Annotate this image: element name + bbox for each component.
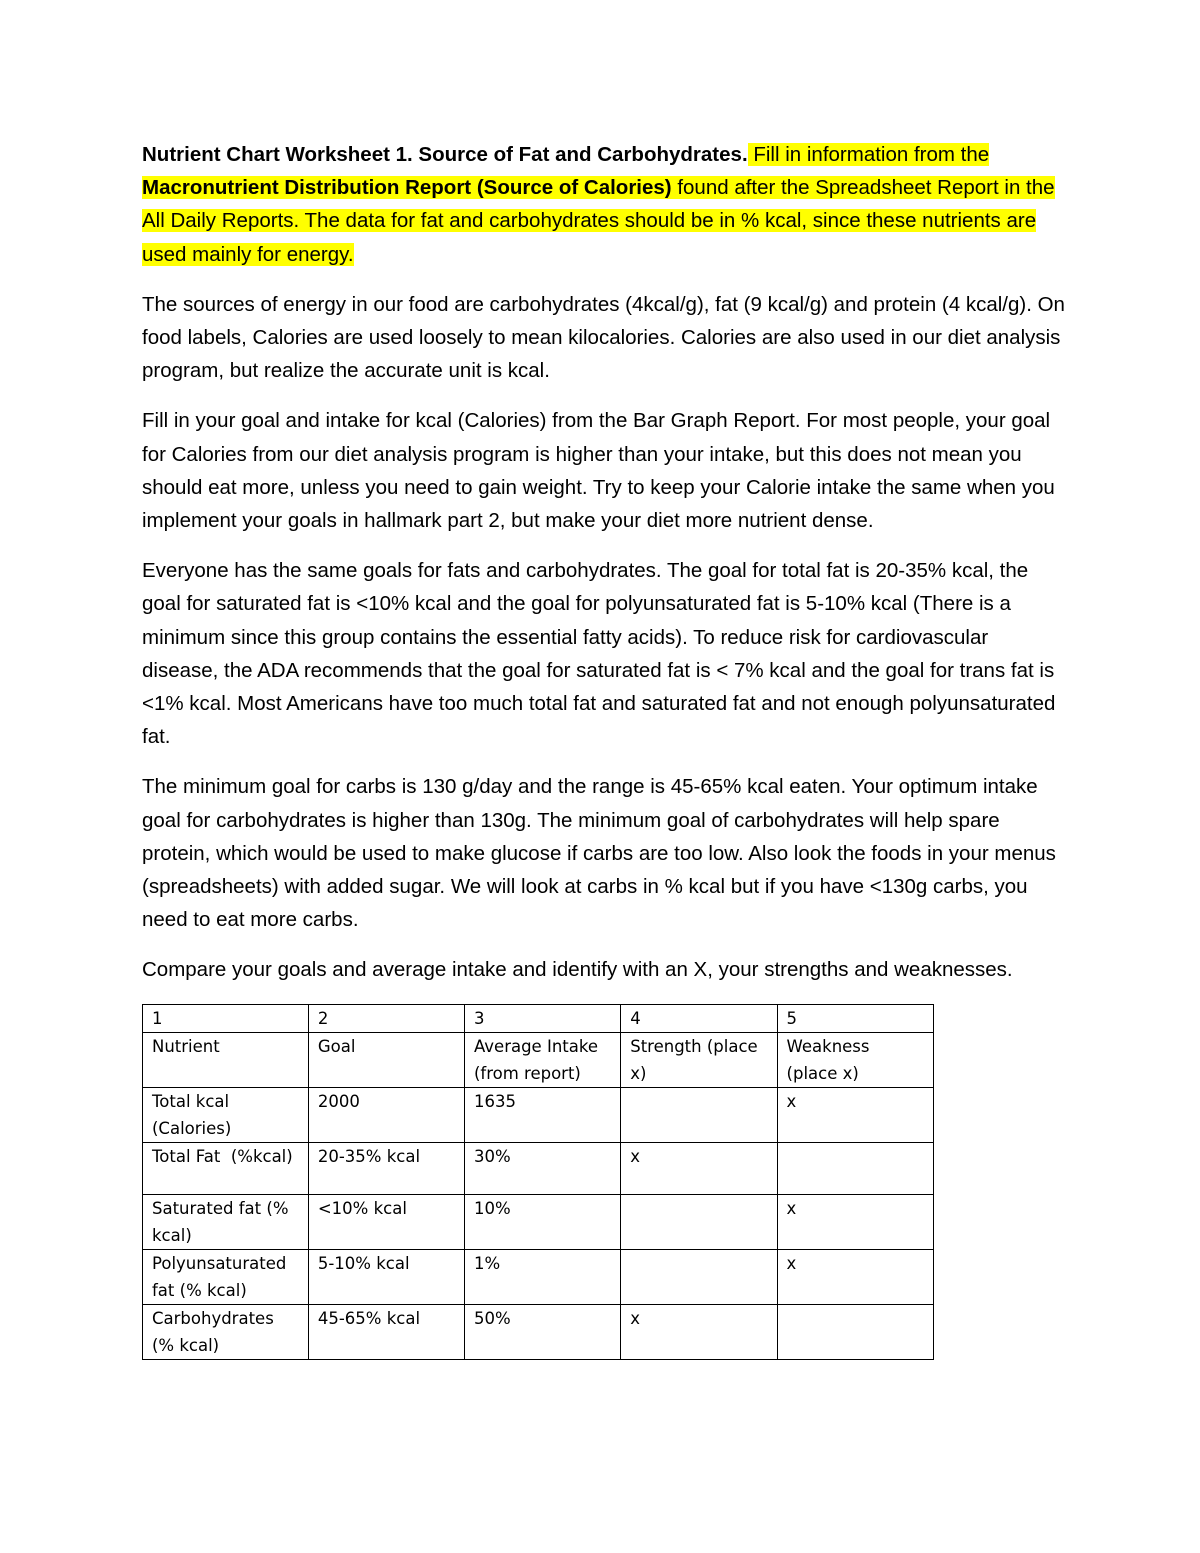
instruction-highlight-1: Fill in information from the — [747, 143, 990, 166]
nutrient-cell: Total Fat (%kcal) — [143, 1143, 309, 1195]
table-row — [143, 1250, 934, 1305]
intake-cell: 30% — [464, 1143, 620, 1195]
column-number-row — [143, 1004, 934, 1033]
carb-goals-paragraph: The minimum goal for carbs is 130 g/day and the range is 45-65% kcal eaten. Your optimum intake goal for carbohydrates is higher than 130g. The minimum goal of carbohydrates will help spare protein, which would be used to make glucose if carbs are too low. Also look the foods in your menus (spreadsheets) with added sugar. We will look at carbs in % kcal but if you have <130g carbs, you need to eat more carbs. — [142, 775, 1056, 932]
report-name-highlight: Macronutrient Distribution Report (Source of Calories) — [142, 176, 672, 200]
weakness-cell[interactable]: x — [777, 1195, 933, 1250]
worksheet-page — [142, 138, 1067, 1360]
table-row — [143, 1143, 934, 1195]
header-nutrient: Nutrient — [143, 1033, 309, 1088]
header-weakness: Weakness (place x) — [777, 1033, 933, 1088]
strength-cell[interactable] — [621, 1088, 777, 1143]
energy-sources-paragraph: The sources of energy in our food are carbohydrates (4kcal/g), fat (9 kcal/g) and protein (4 kcal/g). On food labels, Calories are used loosely to mean kilocalories. Calories are also used in our diet analysis program, but realize the accurate unit is kcal. — [142, 292, 1065, 383]
nutrient-cell: Saturated fat (% kcal) — [143, 1195, 309, 1250]
header-strength: Strength (place x) — [621, 1033, 777, 1088]
intake-cell: 50% — [464, 1305, 620, 1360]
table-row — [143, 1305, 934, 1360]
goal-cell: 45-65% kcal — [308, 1305, 464, 1360]
table-row — [143, 1088, 934, 1143]
goal-cell: 2000 — [308, 1088, 464, 1143]
strength-cell[interactable]: x — [621, 1305, 777, 1360]
intake-cell: 1635 — [464, 1088, 620, 1143]
header-goal: Goal — [308, 1033, 464, 1088]
weakness-cell[interactable] — [777, 1305, 933, 1360]
weakness-cell[interactable] — [777, 1143, 933, 1195]
intake-cell: 10% — [464, 1195, 620, 1250]
column-number: 1 — [143, 1004, 309, 1033]
compare-instruction-paragraph: Compare your goals and average intake and identify with an X, your strengths and weaknesses. — [142, 958, 1013, 982]
title-period: . — [741, 143, 748, 166]
column-number: 2 — [308, 1004, 464, 1033]
table-row — [143, 1195, 934, 1250]
strength-cell[interactable]: x — [621, 1143, 777, 1195]
strength-cell[interactable] — [621, 1195, 777, 1250]
goal-cell: 5-10% kcal — [308, 1250, 464, 1305]
intake-cell: 1% — [464, 1250, 620, 1305]
nutrient-cell: Total kcal (Calories) — [143, 1088, 309, 1143]
column-number: 5 — [777, 1004, 933, 1033]
weakness-cell[interactable]: x — [777, 1250, 933, 1305]
column-number: 4 — [621, 1004, 777, 1033]
header-row — [143, 1033, 934, 1088]
weakness-cell[interactable]: x — [777, 1088, 933, 1143]
header-average-intake: Average Intake (from report) — [464, 1033, 620, 1088]
goal-cell: 20-35% kcal — [308, 1143, 464, 1195]
goal-cell: <10% kcal — [308, 1195, 464, 1250]
nutrient-cell: Carbohydrates (% kcal) — [143, 1305, 309, 1360]
calorie-goal-paragraph: Fill in your goal and intake for kcal (Calories) from the Bar Graph Report. For most people, your goal for Calories from our diet analysis program is higher than your intake, but this does not mean you should eat more, unless you need to gain weight. Try to keep your Calorie intake the same when you implement your goals in hallmark part 2, but make your diet more nutrient dense. — [142, 409, 1055, 533]
worksheet-title: Nutrient Chart Worksheet 1. Source of Fat and Carbohydrates — [142, 143, 742, 166]
nutrient-chart-table — [142, 1004, 934, 1361]
nutrient-cell: Polyunsaturated fat (% kcal) — [143, 1250, 309, 1305]
column-number: 3 — [464, 1004, 620, 1033]
instruction-highlight-2: found after the Spreadsheet Report in the All Daily Reports. The data for fat and carbohydrates should be in % kcal, since these nutrients are used mainly for energy. — [142, 176, 1055, 266]
strength-cell[interactable] — [621, 1250, 777, 1305]
intro-paragraph — [142, 138, 1067, 271]
fat-goals-paragraph: Everyone has the same goals for fats and carbohydrates. The goal for total fat is 20-35% kcal, the goal for saturated fat is <10% kcal and the goal for polyunsaturated fat is 5-10% kcal (There is a minimum since this group contains the essential fatty acids). To reduce risk for cardiovascular disease, the ADA recommends that the goal for saturated fat is < 7% kcal and the goal for trans fat is <1% kcal. Most Americans have too much total fat and saturated fat and not enough polyunsaturated fat. — [142, 559, 1056, 749]
